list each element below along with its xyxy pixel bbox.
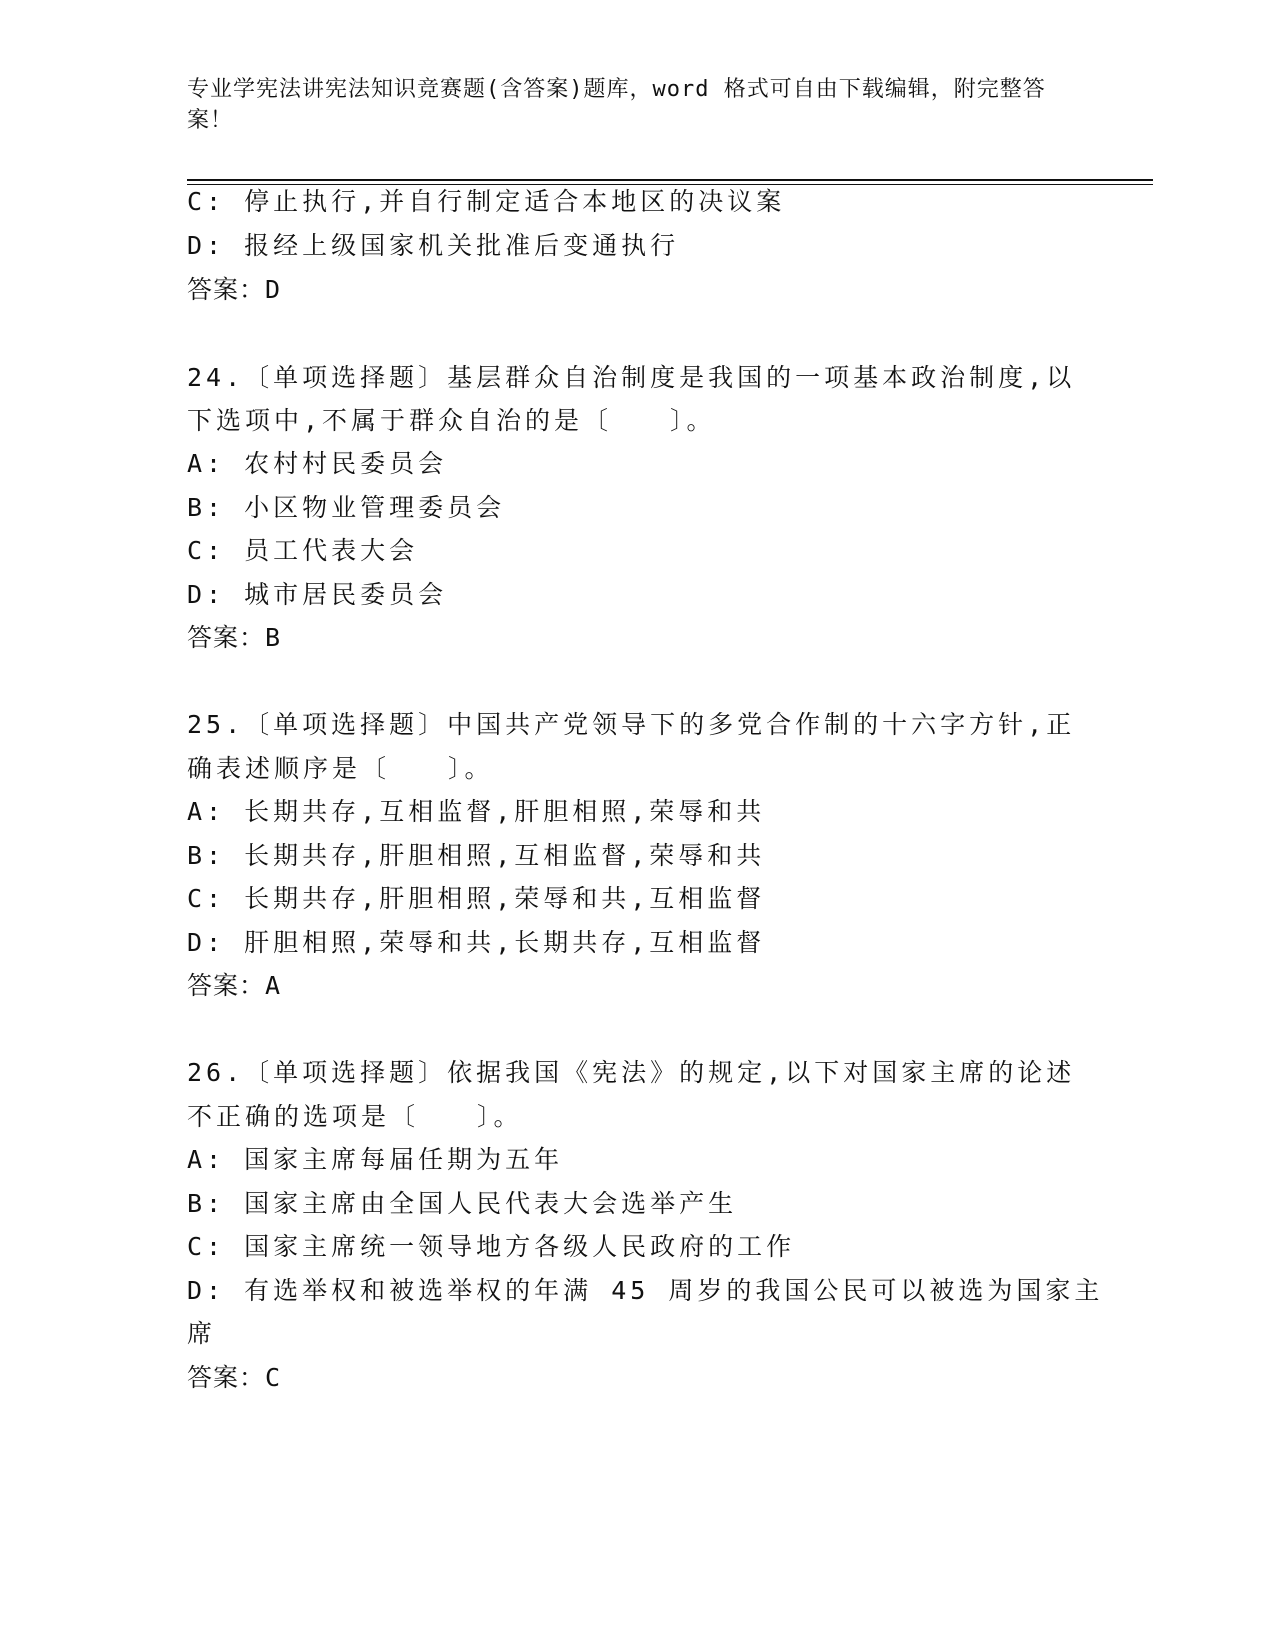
q24-option-a: A: 农村村民委员会 xyxy=(187,449,448,478)
q26-option-c: C: 国家主席统一领导地方各级人民政府的工作 xyxy=(187,1232,796,1261)
q26-option-a: A: 国家主席每届任期为五年 xyxy=(187,1145,564,1174)
q26-option-d-line2: 席 xyxy=(187,1319,217,1348)
q25-stem-line2: 确表述顺序是〔 〕。 xyxy=(187,754,494,783)
q25-stem-line1: 25.〔单项选择题〕中国共产党领导下的多党合作制的十六字方针,正 xyxy=(187,710,1076,739)
q25-option-a: A: 长期共存,互相监督,肝胆相照,荣辱和共 xyxy=(187,797,766,826)
q24-option-c: C: 员工代表大会 xyxy=(187,536,419,565)
header-rule-thick xyxy=(187,179,1153,181)
header-rule-thin xyxy=(187,184,1153,185)
q26-answer: 答案：C xyxy=(187,1363,282,1392)
document-header: 专业学宪法讲宪法知识竞赛题(含答案)题库，word 格式可自由下载编辑，附完整答案！ xyxy=(187,77,1046,133)
q26-option-d-line1: D: 有选举权和被选举权的年满 45 周岁的我国公民可以被选为国家主 xyxy=(187,1276,1104,1305)
q25-option-b: B: 长期共存,肝胆相照,互相监督,荣辱和共 xyxy=(187,841,766,870)
q24-option-d: D: 城市居民委员会 xyxy=(187,580,448,609)
q26-option-b: B: 国家主席由全国人民代表大会选举产生 xyxy=(187,1189,738,1218)
q24-stem-line2: 下选项中,不属于群众自治的是〔 〕。 xyxy=(187,406,716,435)
q23-option-d: D: 报经上级国家机关批准后变通执行 xyxy=(187,231,680,260)
q24-option-b: B: 小区物业管理委员会 xyxy=(187,493,506,522)
q25-option-d: D: 肝胆相照,荣辱和共,长期共存,互相监督 xyxy=(187,928,766,957)
q23-option-c: C: 停止执行,并自行制定适合本地区的决议案 xyxy=(187,187,786,216)
q24-answer: 答案：B xyxy=(187,623,282,652)
q26-stem-line2: 不正确的选项是〔 〕。 xyxy=(187,1102,523,1131)
q26-stem-line1: 26.〔单项选择题〕依据我国《宪法》的规定,以下对国家主席的论述 xyxy=(187,1058,1076,1087)
q25-option-c: C: 长期共存,肝胆相照,荣辱和共,互相监督 xyxy=(187,884,766,913)
q23-answer: 答案：D xyxy=(187,275,282,304)
q24-stem-line1: 24.〔单项选择题〕基层群众自治制度是我国的一项基本政治制度,以 xyxy=(187,363,1076,392)
q25-answer: 答案：A xyxy=(187,971,282,1000)
